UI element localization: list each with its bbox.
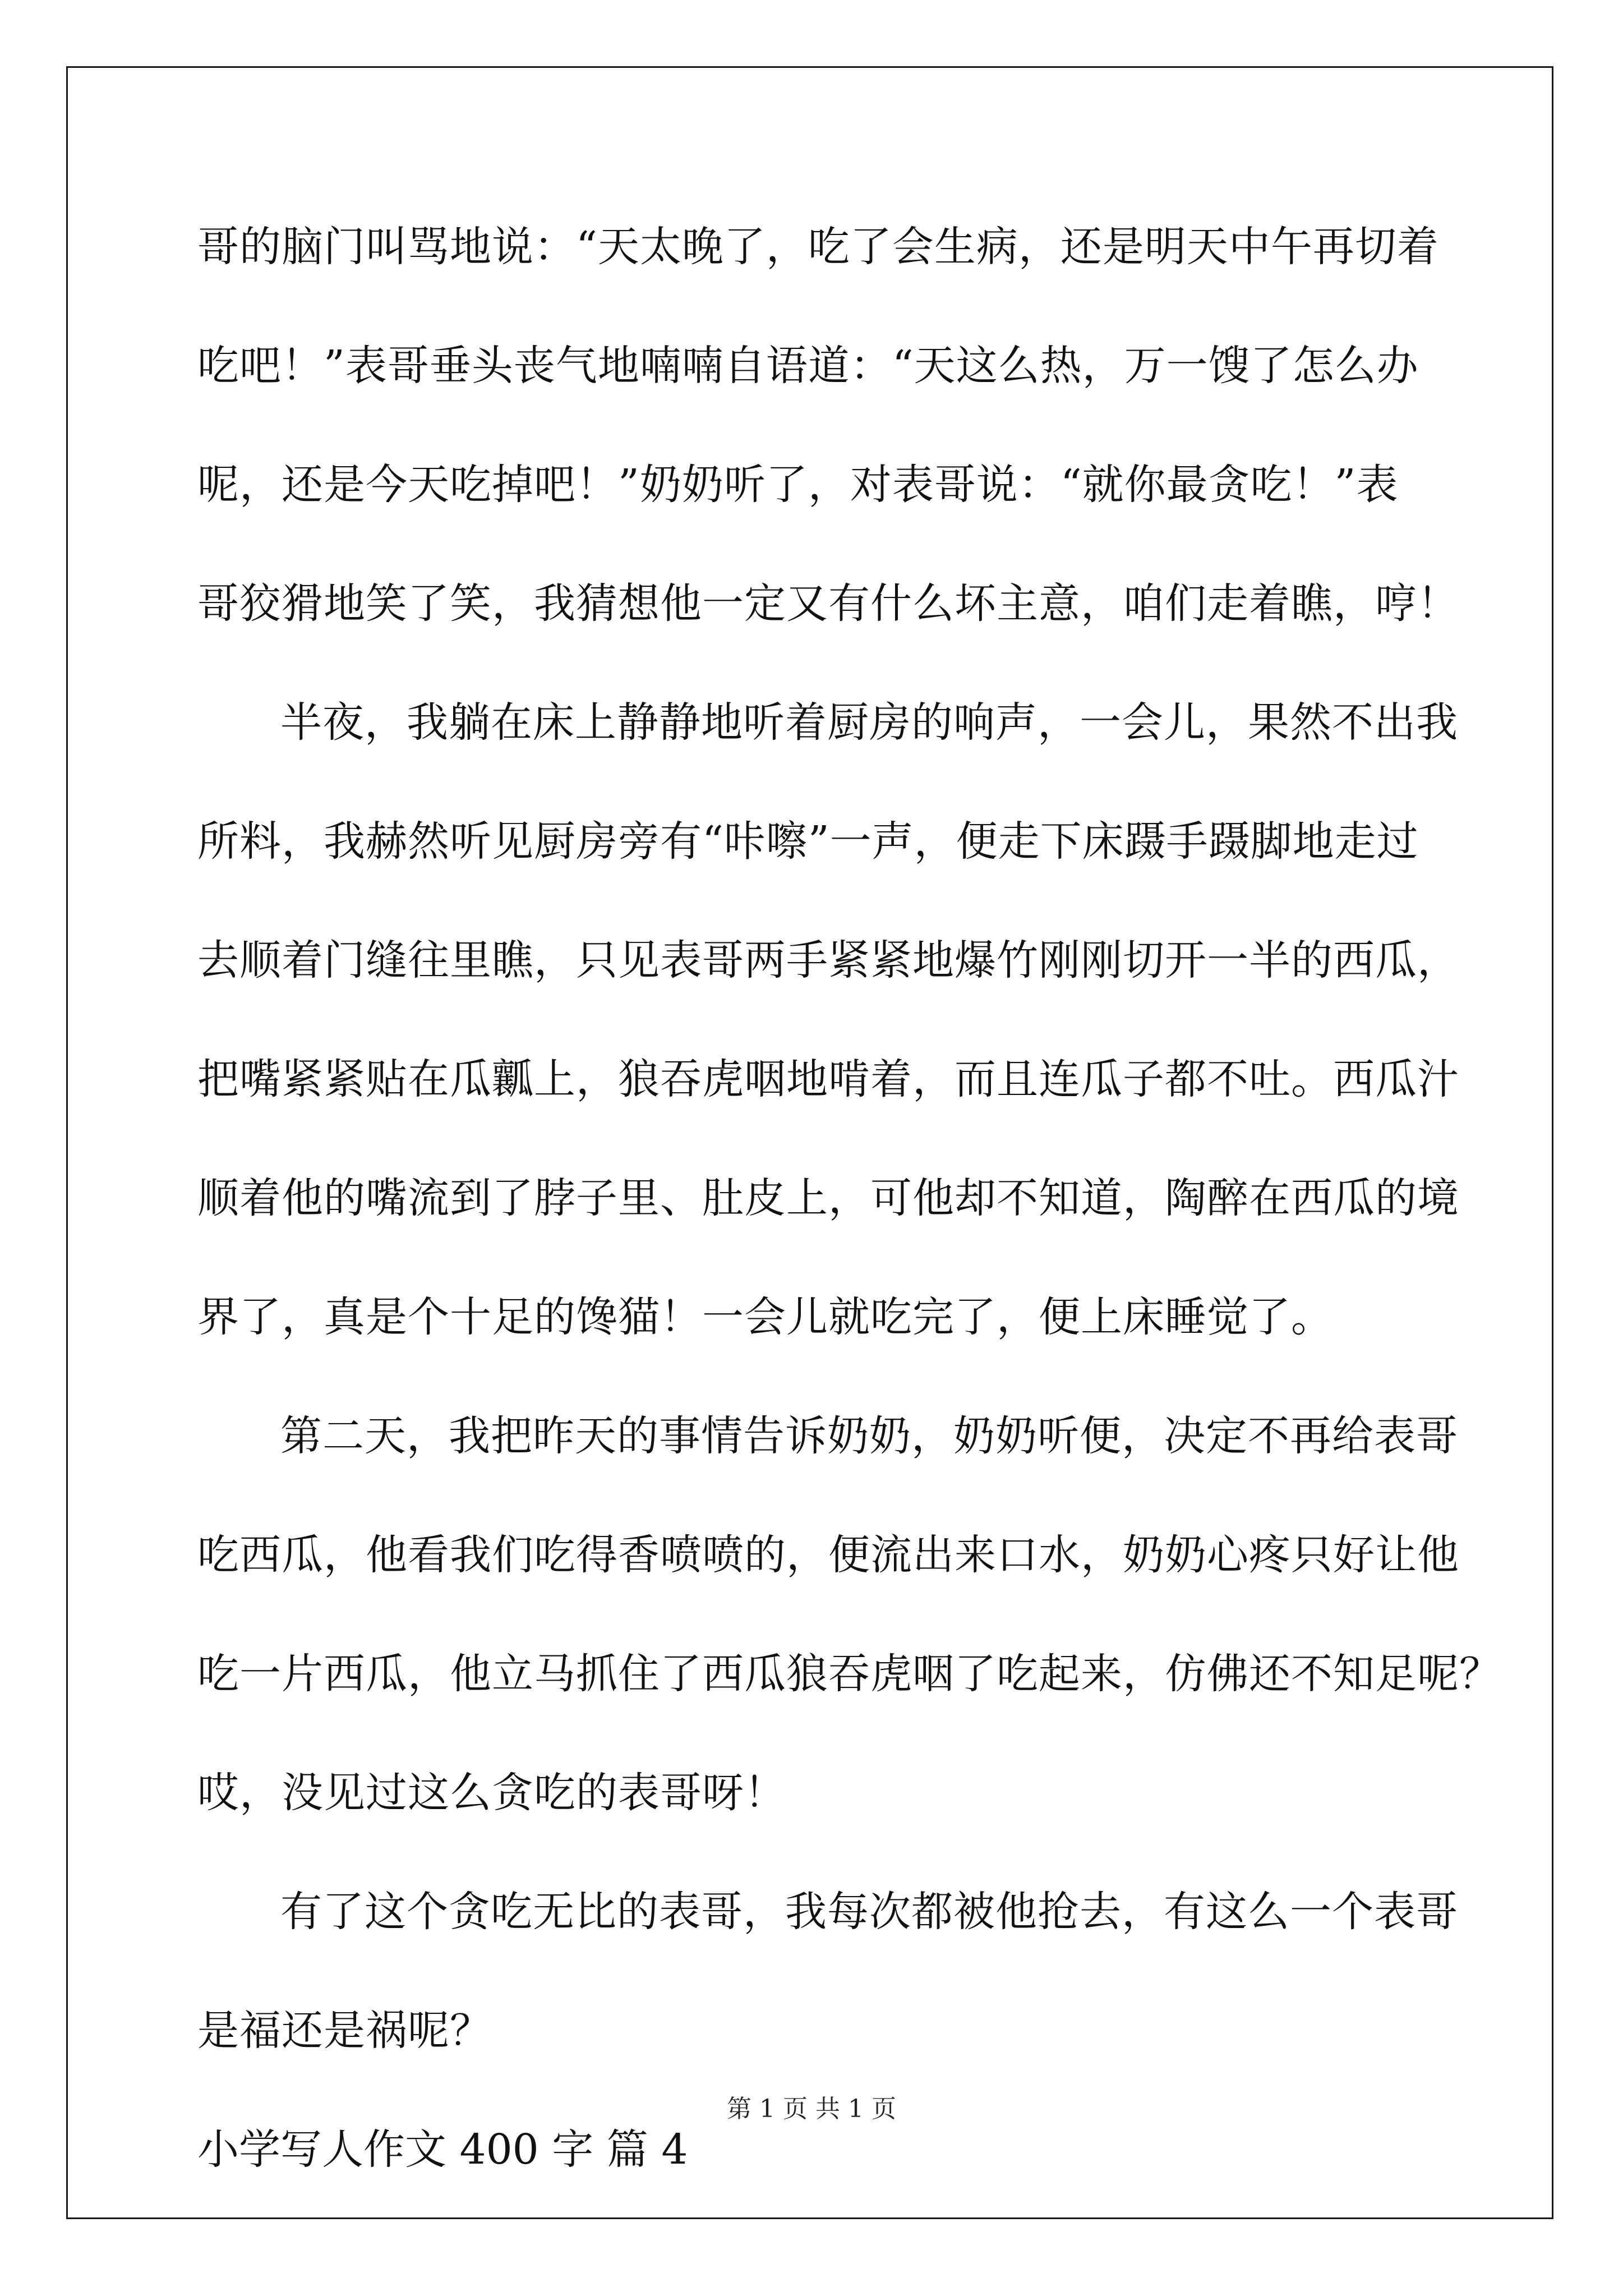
text-line: 界了，真是个十足的馋猫！一会儿就吃完了，便上床睡觉了。 bbox=[197, 1293, 1333, 1341]
text-line: 哥狡猾地笑了笑，我猜想他一定又有什么坏主意，咱们走着瞧，哼！ bbox=[197, 579, 1459, 628]
text-line: 吃西瓜，他看我们吃得香喷喷的，便流出来口水，奶奶心疼只好让他 bbox=[197, 1531, 1459, 1579]
text-line: 去顺着门缝往里瞧，只见表哥两手紧紧地爆竹刚刚切开一半的西瓜， bbox=[197, 936, 1459, 984]
text-line: 吃一片西瓜，他立马抓住了西瓜狼吞虎咽了吃起来，仿佛还不知足呢？ bbox=[197, 1650, 1501, 1698]
text-line: 顺着他的嘴流到了脖子里、肚皮上，可他却不知道，陶醉在西瓜的境 bbox=[197, 1174, 1459, 1222]
text-line: 吃吧！”表哥垂头丧气地喃喃自语道：“天这么热，万一馊了怎么办 bbox=[197, 342, 1419, 390]
text-line: 第二天，我把昨天的事情告诉奶奶，奶奶听便，决定不再给表哥 bbox=[280, 1412, 1458, 1460]
text-line: 所料，我赫然听见厨房旁有“咔嚓”一声，便走下床蹑手蹑脚地走过 bbox=[197, 817, 1419, 866]
text-line: 哎，没见过这么贪吃的表哥呀！ bbox=[197, 1769, 786, 1817]
text-line: 把嘴紧紧贴在瓜瓤上，狼吞虎咽地啃着，而且连瓜子都不吐。西瓜汁 bbox=[197, 1055, 1459, 1103]
text-line: 有了这个贪吃无比的表哥，我每次都被他抢去，有这么一个表哥 bbox=[280, 1888, 1458, 1936]
page-footer: 第 1 页 共 1 页 bbox=[727, 2095, 896, 2123]
text-line: 是福还是祸呢？ bbox=[197, 2007, 492, 2055]
text-line: 半夜，我躺在床上静静地听着厨房的响声，一会儿，果然不出我 bbox=[280, 698, 1458, 747]
text-line: 哥的脑门叫骂地说：“天太晚了，吃了会生病，还是明天中午再切着 bbox=[197, 223, 1439, 271]
text-line: 呢，还是今天吃掉吧！”奶奶听了，对表哥说：“就你最贪吃！”表 bbox=[197, 461, 1399, 509]
section-heading: 小学写人作文 400 字 篇 4 bbox=[197, 2125, 688, 2174]
